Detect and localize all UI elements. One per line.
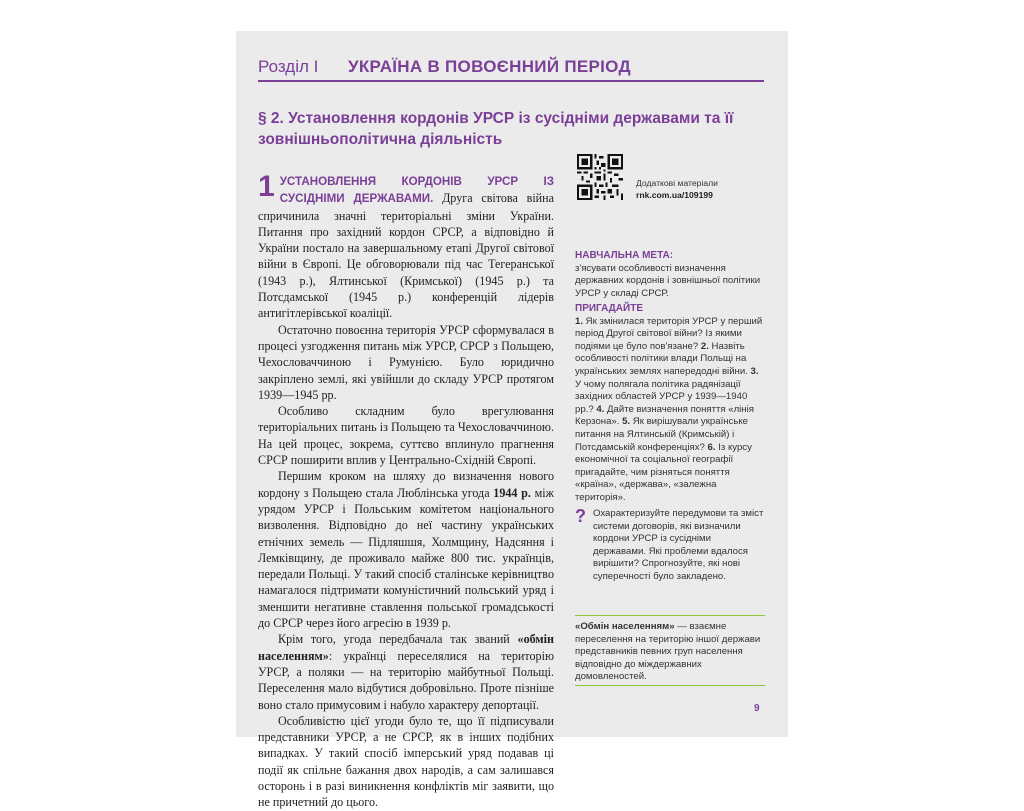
paragraph-5-text-a: Крім того, угода передбачала так званий (278, 632, 518, 647)
paragraph-4-text-a: Першим кроком на шляху до визначення нового кордону з Польщею стала Люблінська угода (258, 469, 554, 500)
term-bold: «Обмін населенням» (575, 621, 675, 632)
term-top-divider (575, 615, 765, 616)
question-icon: ? (575, 506, 586, 526)
chapter-title: УКРАЇНА В ПОВОЄННИЙ ПЕРІОД (348, 57, 631, 76)
paragraph-2: Остаточно повоєнна територія УРСР сформувалася в процесі узгодження питань між УРСР, СРСР з Польщею, Чехословаччиною і Румунією. Було юридично закріплено землі, які увійшли до складу УРСР протягом 1939—1945 рр. (258, 322, 554, 402)
header-divider (258, 80, 764, 82)
topic-number: 1 (258, 170, 275, 203)
paragraph-5-bold: «обмін населенням» (258, 632, 554, 663)
term-definition (575, 621, 765, 684)
qr-caption (636, 177, 718, 201)
term-bottom-divider (575, 685, 765, 686)
paragraph-5 (258, 631, 554, 712)
chapter-part: Розділ I (258, 57, 319, 76)
paragraph-4-text-b: між урядом УРСР і Польським комітетом національного визволення. Відповідно до неї частину українських етнічних земель — Підляшшя, Холмщину, Надсяння і Лемківщину, де проживало майже 800 тис. українців, передали Польщі. У такий спосіб сталінське керівництво намагалося підтримати комуністичний польський уряд і зменшити негативне ставлення польської громадськості до СРСР через його агресію в 1939 р. (258, 485, 554, 631)
section-title: § 2. Установлення кордонів УРСР із сусідніми державами та її зовнішньополітична діяльність (258, 110, 734, 148)
recall-label: ПРИГАДАЙТЕ (575, 303, 643, 314)
paragraph-3: Особливо складним було врегулювання територіальних питань із Польщею та Чехословаччиною. На цей процес, зокрема, суттєво вплинуло прагнення СРСР поширити вплив у Центрально-Східній Європі. (258, 404, 554, 468)
paragraph-1-text: Друга світова війна спричинила значні територіальні зміни України. Питання про західний кордон СРСР, а відповідно й України постало на завершальному етапі Другої світової війни в Європі. Це обговорювали під час Тегеранської (1943 р.), Ялтинської (Кримської) (1945 р.) та Потсдамської (1945 р.) конференцій лідерів антигітлерівської коаліції. (258, 191, 554, 321)
paragraph-4-bold: 1944 р. (493, 485, 531, 500)
chapter-header (258, 57, 764, 81)
main-text-column (258, 170, 554, 811)
recall-questions: 1. Як змінилася територія УРСР у перший період Другої світової війни? Із якими подіями це було пов'язане? 2. Назвіть особливості політики влади Польщі на українських землях напередодні війни. 3. У чому полягала політика радянізації західних областей УРСР у 1939—1940 рр.? 4. Дайте визначення поняття «лінія Керзона». 5. Як вирішували українське питання на Ялтинській (Кримській) і Потсдамській конференціях? 6. Із курсу економічної та соціальної географії пригадайте, чим різняться поняття «країна», «держава», «залежна територія». (575, 315, 763, 503)
qr-link[interactable]: rnk.com.ua/109199 (636, 190, 713, 200)
qr-label: Додаткові матеріали (636, 178, 718, 188)
paragraph-4 (258, 468, 554, 631)
textbook-page (236, 31, 788, 810)
paragraph-6: Особливістю цієї угоди було те, що її підписували представники УРСР, а не СРСР, як в інших подібних випадках. У такий спосіб імперський уряд подавав ці події як спільне бажання двох народів, а сам залишався осторонь і в разі виникнення конфліктів міг заявити, що не причетний до цього. (258, 713, 554, 810)
recall-block (575, 303, 765, 505)
paragraph-5-text-b: : українці переселялися на територію УРСР, а поляки — на територію майбутньої Польщі. Переселення мало відбутися добровільно. Проте пізніше воно стало примусовим і набуло характеру депортації. (258, 648, 554, 712)
qr-code-icon[interactable] (577, 154, 623, 200)
paragraph-1 (258, 170, 554, 322)
learning-goal (575, 250, 765, 300)
topic-heading: УСТАНОВЛЕННЯ КОРДОНІВ УРСР ІЗ СУСІДНІМИ ДЕРЖАВАМИ. (279, 175, 554, 206)
page-number: 9 (754, 703, 760, 714)
task-text: Охарактеризуйте передумови та зміст системи договорів, які визначили кордони УРСР із сусідніми державами. Які проблеми вдалося вирішити? Спрогнозуйте, які нові суперечності було закладено. (593, 508, 764, 582)
goal-label: НАВЧАЛЬНА МЕТА: (575, 250, 674, 261)
goal-text: з'ясувати особливості визначення державних кордонів і зовнішньої політики УРСР у складі СРСР. (575, 262, 761, 299)
term-text: — взаємне переселення на територію іншої держави представників певних груп населення відповідно до міждержавних домовленостей. (575, 621, 761, 683)
